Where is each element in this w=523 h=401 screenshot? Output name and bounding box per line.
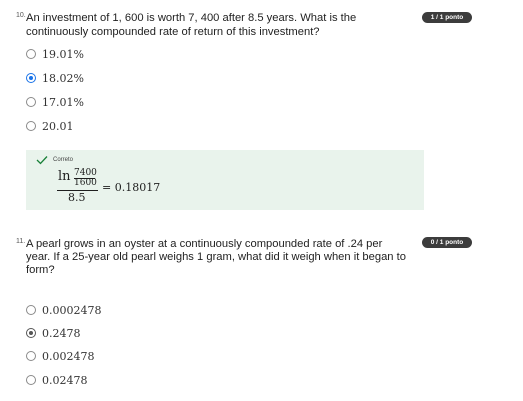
radio-button[interactable] — [26, 49, 36, 59]
question-text-line-2: continuously compounded rate of return of this investment? — [26, 26, 320, 38]
option-18-02[interactable] — [26, 71, 84, 85]
score-badge: 1 / 1 ponto — [422, 12, 472, 23]
math-frac-den: 1600 — [74, 178, 97, 188]
option-0-002478[interactable] — [26, 349, 95, 363]
option-label: 0.0002478 — [42, 303, 102, 317]
radio-button-selected[interactable] — [26, 73, 36, 83]
option-20-01[interactable] — [26, 119, 74, 133]
option-label: 17.01% — [42, 95, 84, 109]
question-text-line-1: A pearl grows in an oyster at a continuously compounded rate of .24 per — [26, 238, 383, 250]
option-0-02478[interactable] — [26, 373, 88, 387]
check-icon — [36, 155, 48, 165]
radio-button[interactable] — [26, 121, 36, 131]
option-0-0002478[interactable] — [26, 303, 102, 317]
math-ln: ln — [58, 169, 71, 184]
option-0-2478[interactable] — [26, 326, 81, 340]
radio-button[interactable] — [26, 305, 36, 315]
question-text-line-2: year. If a 25-year old pearl weighs 1 gram, what did it weigh when it began to — [26, 251, 406, 263]
option-label: 0.02478 — [42, 373, 88, 387]
score-badge: 0 / 1 ponto — [422, 237, 472, 248]
feedback-title: Correto — [53, 157, 74, 163]
feedback-correct — [26, 150, 424, 210]
option-19-01[interactable] — [26, 47, 84, 61]
question-text-line-3: form? — [26, 264, 55, 276]
math-denominator: 8.5 — [68, 191, 86, 204]
option-label: 0.2478 — [42, 326, 81, 340]
math-frac-num: 7400 — [74, 168, 97, 178]
radio-button[interactable] — [26, 97, 36, 107]
option-17-01[interactable] — [26, 95, 84, 109]
question-text-line-1: An investment of 1, 600 is worth 7, 400 after 8.5 years. What is the — [26, 12, 357, 24]
option-label: 20.01 — [42, 119, 74, 133]
radio-button[interactable] — [26, 351, 36, 361]
option-label: 18.02% — [42, 71, 84, 85]
radio-button[interactable] — [26, 375, 36, 385]
math-result: = 0.18017 — [102, 181, 161, 194]
radio-button-selected[interactable] — [26, 328, 36, 338]
question-number: 10. — [16, 12, 26, 19]
option-label: 19.01% — [42, 47, 84, 61]
option-label: 0.002478 — [42, 349, 95, 363]
question-number: 11. — [16, 238, 26, 245]
